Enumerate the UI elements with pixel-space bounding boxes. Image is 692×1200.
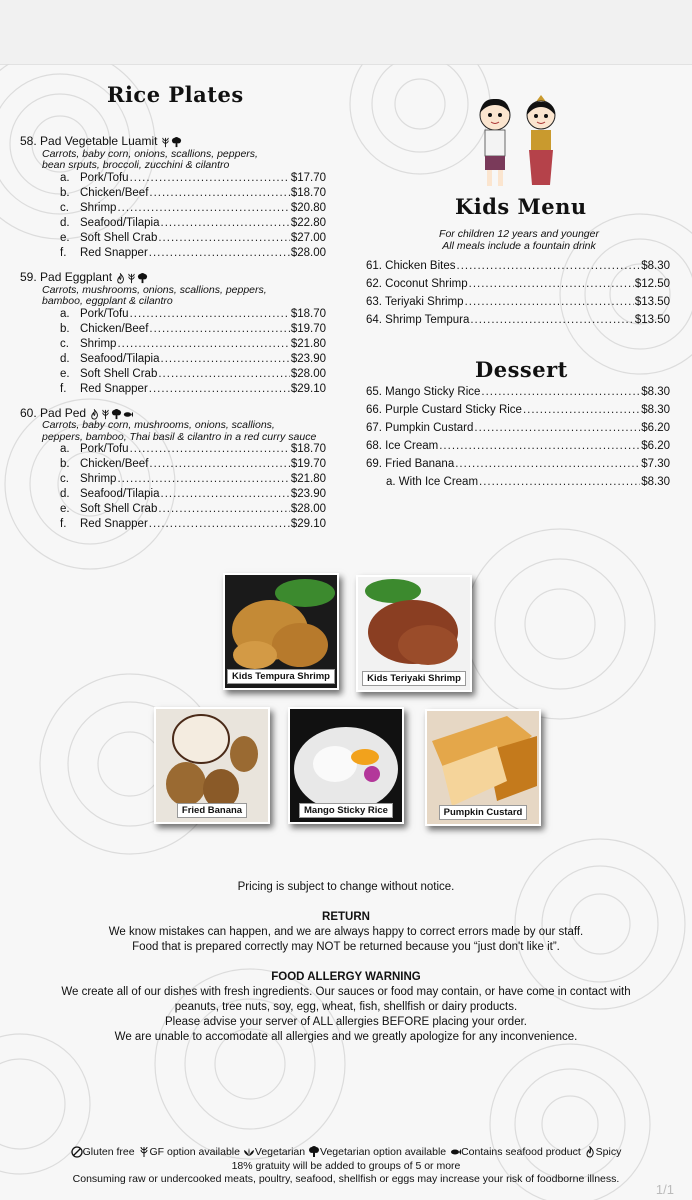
vegetarian-option-icon: [111, 409, 122, 420]
option-letter: e.: [60, 503, 70, 516]
rice-plates-title: Rice Plates: [107, 82, 244, 107]
dot-leader: [158, 368, 289, 380]
option-name: Shrimp: [80, 337, 117, 350]
photo-kids-tempura-shrimp: [223, 573, 339, 690]
dot-leader: [465, 296, 634, 308]
photo-kids-teriyaki-shrimp: [356, 575, 472, 692]
gf-option-icon: [138, 1146, 150, 1158]
item-description: bean srputs, broccoli, zucchini & cilantro: [42, 159, 230, 172]
option-row: [20, 368, 326, 383]
dot-leader: [149, 247, 290, 259]
dot-leader: [523, 404, 640, 416]
option-row: [20, 338, 326, 353]
legend-gf-option: GF option available: [149, 1146, 240, 1158]
dot-leader: [117, 473, 289, 485]
kids-subtitle-line: All meals include a fountain drink: [442, 240, 596, 252]
option-letter: c.: [60, 337, 69, 350]
legend-gluten-free: Gluten free: [82, 1146, 135, 1158]
return-line: We know mistakes can happen, and we are always happy to correct errors made by our staff.: [108, 926, 584, 938]
option-letter: b.: [60, 186, 70, 199]
allergy-line: peanuts, tree nuts, soy, egg, wheat, fish, shellfish or dairy products.: [174, 1001, 518, 1013]
option-name: Red Snapper: [80, 246, 148, 259]
rice-plates-list: [20, 134, 326, 541]
allergy-line: We create all of our dishes with fresh ingredients. Our sauces or food may contain, or have come in contact with: [61, 986, 631, 998]
dot-leader: [117, 338, 289, 350]
menu-item-title: [20, 134, 326, 149]
option-name: Soft Shell Crab: [80, 231, 158, 244]
dessert-list: [366, 386, 670, 494]
option-price: $29.10: [290, 382, 326, 395]
option-row: [20, 172, 326, 187]
item-description: Carrots, baby corn, onions, scallions, peppers,: [42, 147, 258, 160]
photo-caption: Kids Teriyaki Shrimp: [362, 671, 466, 686]
option-row: [20, 518, 326, 533]
option-row: [20, 488, 326, 503]
vegetarian-option-icon: [137, 273, 148, 284]
option-letter: d.: [60, 488, 70, 501]
option-price: $19.70: [290, 458, 326, 471]
item-description: Carrots, mushrooms, onions, scallions, peppers,: [42, 283, 267, 296]
dessert-item: [366, 458, 670, 476]
option-name: Soft Shell Crab: [80, 503, 158, 516]
option-name: Soft Shell Crab: [80, 367, 158, 380]
dot-leader: [158, 232, 289, 244]
page-number: 1/1: [655, 1182, 674, 1197]
item-description: peppers, bamboo, Thai basil & cilantro in a red curry sauce: [42, 430, 317, 443]
kids-menu-list: [366, 260, 670, 332]
option-row: [20, 443, 326, 458]
option-row: [20, 323, 326, 338]
option-price: $19.70: [290, 322, 326, 335]
option-letter: b.: [60, 458, 70, 471]
option-price: $28.00: [290, 367, 326, 380]
dessert-title: Dessert: [475, 357, 568, 382]
option-name: Pork/Tofu: [80, 171, 129, 184]
option-letter: f.: [60, 382, 67, 395]
dot-leader: [161, 217, 290, 229]
item-price: $8.30: [641, 260, 670, 272]
option-name: Red Snapper: [80, 382, 148, 395]
kids-illustration: [468, 93, 568, 193]
item-price: $8.30: [641, 404, 670, 416]
item-name: 62. Coconut Shrimp: [366, 278, 468, 290]
dot-leader: [149, 383, 290, 395]
spicy-icon: [89, 409, 100, 420]
dot-leader: [149, 323, 289, 335]
option-letter: e.: [60, 367, 70, 380]
option-name: Pork/Tofu: [80, 307, 129, 320]
gratuity-notice: 18% gratuity will be added to groups of 5 or more: [231, 1160, 461, 1172]
dot-leader: [457, 260, 641, 272]
vegetarian-option-icon: [308, 1146, 320, 1158]
dot-leader: [130, 443, 290, 455]
photo-pumpkin-custard: [425, 709, 541, 826]
item-title-text: 58. Pad Vegetable Luamit: [20, 134, 158, 148]
option-price: $28.00: [290, 246, 326, 259]
item-description: Carrots, baby corn, mushrooms, onions, scallions,: [42, 419, 275, 432]
menu-item: [20, 406, 326, 534]
menu-item-title: [20, 270, 326, 285]
dot-leader: [117, 202, 289, 214]
seafood-icon: [449, 1146, 461, 1158]
option-price: $18.70: [290, 307, 326, 320]
dot-leader: [149, 518, 290, 530]
allergy-title: FOOD ALLERGY WARNING: [271, 971, 421, 983]
option-price: $17.70: [290, 171, 326, 184]
item-price: $12.50: [634, 278, 670, 290]
menu-item: [20, 270, 326, 398]
item-description: bamboo, eggplant & cilantro: [42, 295, 173, 308]
dessert-item: [366, 476, 670, 494]
photo-caption: Fried Banana: [177, 803, 247, 818]
option-row: [20, 247, 326, 262]
menu-item-title: [20, 406, 326, 421]
option-letter: c.: [60, 201, 69, 214]
dot-leader: [439, 440, 640, 452]
legend-spicy: Spicy: [595, 1146, 622, 1158]
option-letter: a.: [60, 443, 70, 456]
dot-leader: [481, 386, 640, 398]
option-name: Chicken/Beef: [80, 322, 149, 335]
dot-leader: [149, 458, 289, 470]
top-bar: [0, 0, 692, 65]
option-letter: a.: [60, 307, 70, 320]
spicy-icon: [115, 273, 126, 284]
gf-option-icon: [126, 273, 137, 284]
item-price: $7.30: [641, 458, 670, 470]
option-row: [20, 503, 326, 518]
photo-caption: Mango Sticky Rice: [299, 803, 393, 818]
kids-subtitle-line: For children 12 years and younger: [439, 228, 599, 240]
option-price: $22.80: [290, 216, 326, 229]
item-name: 61. Chicken Bites: [366, 260, 456, 272]
option-letter: e.: [60, 231, 70, 244]
option-letter: b.: [60, 322, 70, 335]
item-name: 68. Ice Cream: [366, 440, 439, 452]
legend: [0, 1146, 692, 1159]
kids-menu-item: [366, 296, 670, 314]
item-price: $6.20: [641, 440, 670, 452]
option-name: Shrimp: [80, 473, 117, 486]
gf-option-icon: [160, 137, 171, 148]
menu-item: [20, 134, 326, 262]
legend-vegetarian: Vegetarian: [254, 1146, 306, 1158]
option-name: Seafood/Tilapia: [80, 352, 160, 365]
dot-leader: [474, 422, 640, 434]
dot-leader: [161, 353, 290, 365]
item-name: 64. Shrimp Tempura: [366, 314, 470, 326]
item-name: a. With Ice Cream: [386, 476, 479, 488]
dot-leader: [455, 458, 640, 470]
option-name: Red Snapper: [80, 518, 148, 531]
spicy-icon: [584, 1146, 596, 1158]
gluten-free-icon: [71, 1146, 83, 1158]
option-price: $21.80: [290, 337, 326, 350]
option-row: [20, 353, 326, 368]
pricing-notice: Pricing is subject to change without notice.: [237, 881, 455, 893]
kids-menu-item: [366, 278, 670, 296]
option-price: $18.70: [290, 186, 326, 199]
kids-menu-subtitle: [366, 228, 672, 252]
dot-leader: [158, 503, 289, 515]
legend-vegetarian-option: Vegetarian option available: [320, 1146, 447, 1158]
option-row: [20, 202, 326, 217]
vegetarian-icon: [243, 1146, 255, 1158]
dot-leader: [130, 172, 290, 184]
dessert-item: [366, 404, 670, 422]
allergy-line: Please advise your server of ALL allergies BEFORE placing your order.: [164, 1016, 527, 1028]
option-row: [20, 458, 326, 473]
item-icons: [89, 406, 133, 420]
option-letter: f.: [60, 246, 67, 259]
option-name: Shrimp: [80, 201, 117, 214]
return-line: Food that is prepared correctly may NOT be returned because you “just don't like it”.: [132, 941, 560, 953]
item-price: $8.30: [641, 476, 670, 488]
option-name: Chicken/Beef: [80, 458, 149, 471]
item-icons: [115, 271, 148, 285]
item-price: $6.20: [641, 422, 670, 434]
kids-menu-item: [366, 260, 670, 278]
option-price: $29.10: [290, 518, 326, 531]
kids-menu-title: Kids Menu: [455, 194, 587, 219]
vegetarian-option-icon: [171, 137, 182, 148]
option-letter: c.: [60, 473, 69, 486]
option-row: [20, 383, 326, 398]
option-price: $23.90: [290, 488, 326, 501]
dot-leader: [130, 308, 290, 320]
option-name: Seafood/Tilapia: [80, 216, 160, 229]
option-row: [20, 187, 326, 202]
option-price: $28.00: [290, 503, 326, 516]
photo-caption: Kids Tempura Shrimp: [227, 669, 335, 684]
option-price: $21.80: [290, 473, 326, 486]
option-letter: a.: [60, 171, 70, 184]
consumption-warning: Consuming raw or undercooked meats, poultry, seafood, shellfish or eggs may increase your risk of foodborne illness.: [72, 1173, 620, 1185]
dot-leader: [161, 488, 290, 500]
dot-leader: [149, 187, 289, 199]
item-price: $13.50: [634, 296, 670, 308]
dessert-item: [366, 440, 670, 458]
dessert-item: [366, 386, 670, 404]
option-name: Pork/Tofu: [80, 443, 129, 456]
dot-leader: [479, 476, 640, 488]
photo-fried-banana: [154, 707, 270, 824]
kids-menu-item: [366, 314, 670, 332]
item-name: 67. Pumpkin Custard: [366, 422, 474, 434]
dot-leader: [469, 278, 634, 290]
option-price: $18.70: [290, 443, 326, 456]
option-row: [20, 308, 326, 323]
photo-mango-sticky-rice: [288, 707, 404, 824]
item-title-text: 60. Pad Ped: [20, 405, 87, 420]
item-price: $8.30: [641, 386, 670, 398]
dot-leader: [470, 314, 633, 326]
option-price: $20.80: [290, 201, 326, 214]
item-name: 69. Fried Banana: [366, 458, 455, 470]
option-price: $23.90: [290, 352, 326, 365]
item-name: 63. Teriyaki Shrimp: [366, 296, 464, 308]
option-letter: d.: [60, 216, 70, 229]
option-letter: d.: [60, 352, 70, 365]
option-row: [20, 473, 326, 488]
option-letter: f.: [60, 518, 67, 531]
legend-seafood: Contains seafood product: [461, 1146, 581, 1158]
option-name: Chicken/Beef: [80, 186, 149, 199]
item-icons: [160, 135, 182, 149]
option-row: [20, 217, 326, 232]
gf-option-icon: [100, 409, 111, 420]
item-name: 66. Purple Custard Sticky Rice: [366, 404, 522, 416]
seafood-icon: [122, 409, 133, 420]
dessert-item: [366, 422, 670, 440]
photo-caption: Pumpkin Custard: [439, 805, 528, 820]
item-title-text: 59. Pad Eggplant: [20, 269, 113, 284]
option-row: [20, 232, 326, 247]
return-title: RETURN: [322, 911, 370, 923]
allergy-line: We are unable to accomodate all allergies and we greatly apologize for any inconvenience.: [114, 1031, 578, 1043]
option-price: $27.00: [290, 231, 326, 244]
item-name: 65. Mango Sticky Rice: [366, 386, 481, 398]
option-name: Seafood/Tilapia: [80, 488, 160, 501]
item-price: $13.50: [634, 314, 670, 326]
